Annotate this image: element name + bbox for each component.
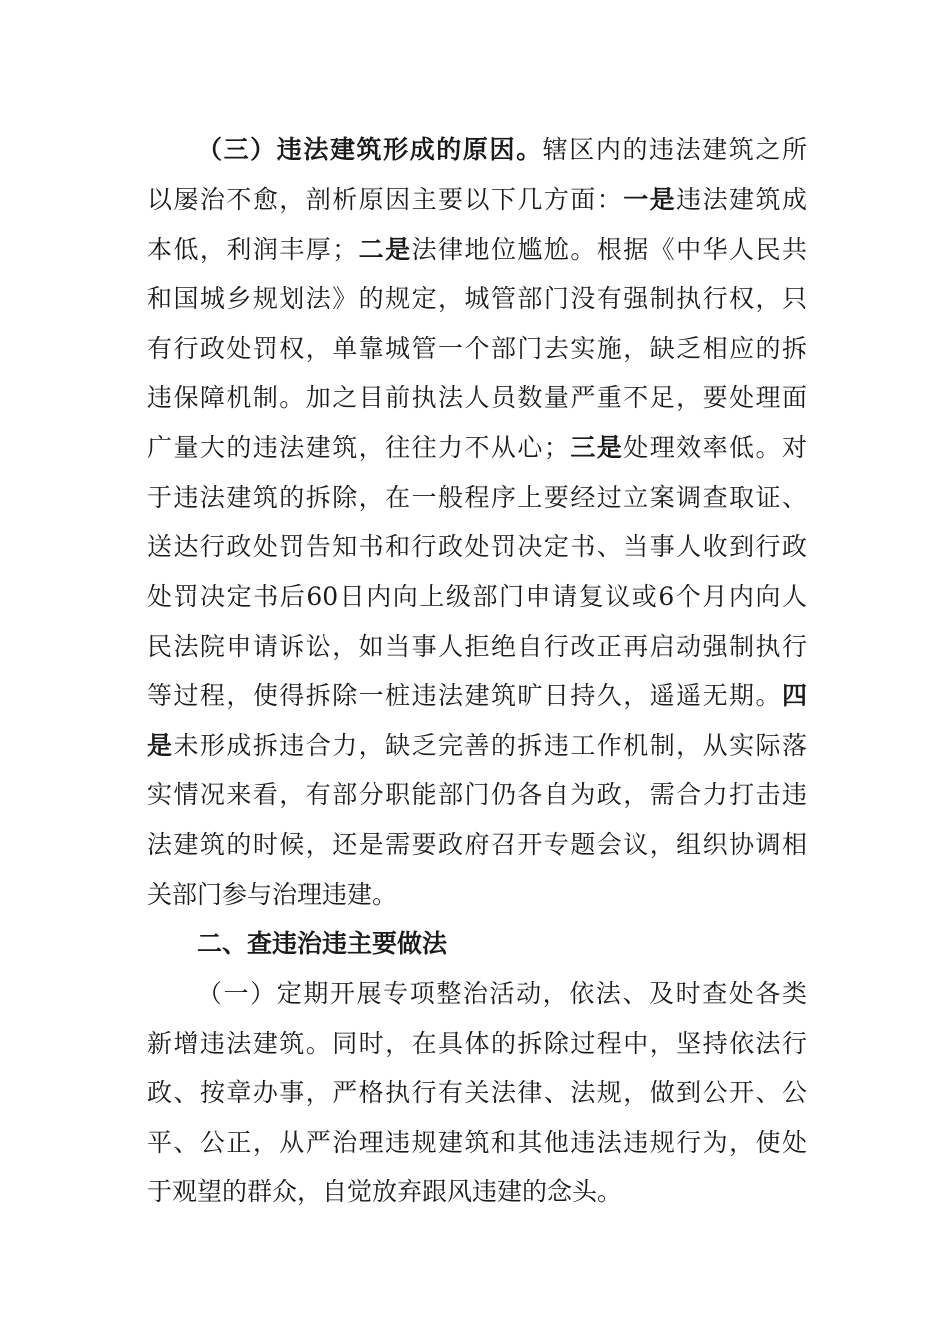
paragraph-line: 以屡治不愈，剖析原因主要以下几方面：一是违法建筑成	[147, 185, 807, 214]
section-heading: 二、查违治违主要做法	[197, 929, 448, 958]
paragraph-line: 政、按章办事，严格执行有关法律、法规，做到公开、公	[147, 1078, 807, 1107]
paragraph-line: （三）违法建筑形成的原因。辖区内的违法建筑之所	[197, 135, 807, 164]
paragraph-line: 等过程，使得拆除一桩违法建筑旷日持久，遥遥无期。四	[147, 681, 807, 710]
emphasis-text: 三是	[568, 433, 624, 462]
emphasis-text: 是	[147, 731, 174, 760]
paragraph-line: 是未形成拆违合力，缺乏完善的拆违工作机制，从实际落	[147, 731, 807, 760]
subsection-title: （三）违法建筑形成的原因。	[197, 135, 543, 164]
paragraph-line: 法建筑的时候，还是需要政府召开专题会议，组织协调相	[147, 830, 807, 859]
emphasis-text: 二是	[357, 235, 412, 264]
paragraph-line: 有行政处罚权，单靠城管一个部门去实施，缺乏相应的拆	[147, 334, 807, 363]
paragraph-line: 新增违法建筑。同时，在具体的拆除过程中，坚持依法行	[147, 1029, 807, 1058]
paragraph-line: 违保障机制。加之目前执法人员数量严重不足，要处理面	[147, 383, 807, 412]
paragraph-line: 于违法建筑的拆除，在一般程序上要经过立案调查取证、	[147, 483, 807, 512]
paragraph-line: 实情况来看，有部分职能部门仍各自为政，需合力打击违	[147, 780, 807, 809]
paragraph-line: 于观望的群众，自觉放弃跟风违建的念头。	[147, 1177, 623, 1206]
paragraph-line: 和国城乡规划法》的规定，城管部门没有强制执行权，只	[147, 284, 807, 313]
paragraph-line: 本低，利润丰厚；二是法律地位尴尬。根据《中华人民共	[147, 235, 807, 264]
paragraph-line: 广量大的违法建筑，往往力不从心；三是处理效率低。对	[147, 433, 807, 462]
emphasis-text: 一是	[623, 185, 677, 214]
paragraph-line: 民法院申请诉讼，如当事人拒绝自行改正再启动强制执行	[147, 632, 807, 661]
paragraph-line: 关部门参与治理违建。	[147, 880, 398, 909]
paragraph-line: 送达行政处罚告知书和行政处罚决定书、当事人收到行政	[147, 532, 807, 561]
paragraph-line: 处罚决定书后60日内向上级部门申请复议或6个月内向人	[147, 582, 807, 611]
paragraph-line: （一）定期开展专项整治活动，依法、及时查处各类	[197, 979, 807, 1008]
emphasis-text: 四	[781, 681, 807, 710]
paragraph-line: 平、公正，从严治理违规建筑和其他违法违规行为，使处	[147, 1128, 807, 1157]
